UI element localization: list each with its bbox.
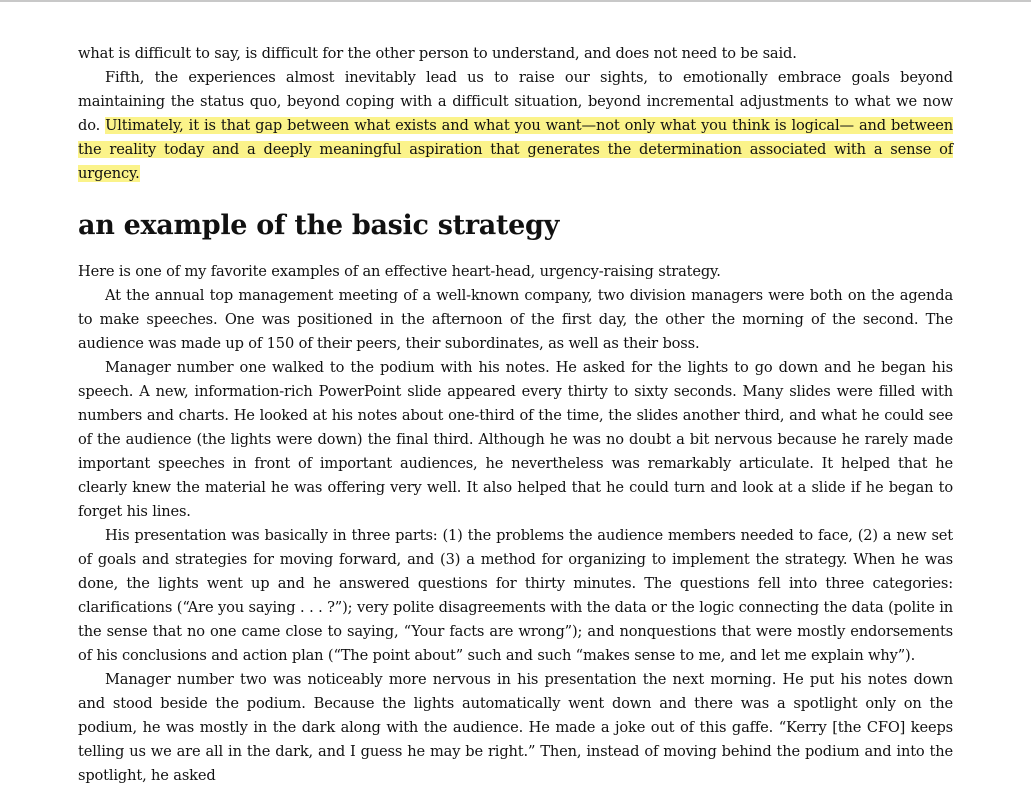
body-paragraph-5: Manager number two was noticeably more nervous in his presentation the next morning. He put his notes down and stood beside the podium. Because the lights automatically went down and there was a spotlight only on the podium, he was mostly in the dark along with the audience. He made a joke out of this gaffe. “Kerry [the CFO] keeps telling us we are all in the dark, and I guess he may be right.” Then, instead of moving behind the podium and into the spotlight, he asked	[78, 671, 953, 784]
highlighted-passage[interactable]: Ultimately, it is that gap between what exists and what you want—not only what you think is logical— and between the reality today and a deeply meaningful aspiration that generates the determination associated with a sense of urgency.	[78, 117, 953, 182]
document-page	[78, 42, 953, 788]
fifth-point-paragraph	[78, 66, 953, 186]
fifth-point-text: Fifth, the experiences almost inevitably lead us to raise our sights, to emotionally embrace goals beyond maintaining the status quo, beyond coping with a difficult situation, beyond incremental adjustments to what we now do.	[78, 69, 953, 134]
body-paragraph-4: His presentation was basically in three parts: (1) the problems the audience members needed to face, (2) a new set of goals and strategies for moving forward, and (3) a method for organizing to implement the strategy. When he was done, the lights went up and he answered questions for thirty minutes. The questions fell into three categories: clarifications (“Are you saying . . . ?”); very polite disagreements with the data or the logic connecting the data (polite in the sense that no one came close to saying, “Your facts are wrong”); and nonquestions that were mostly endorsements of his conclusions and action plan (“The point about” such and such “makes sense to me, and let me explain why”).	[78, 527, 953, 664]
body-paragraph-2: At the annual top management meeting of a well-known company, two division managers were both on the agenda to make speeches. One was positioned in the afternoon of the first day, the other the morning of the second. The audience was made up of 150 of their peers, their subordinates, as well as their boss.	[78, 287, 953, 352]
body-paragraph-1: Here is one of my favorite examples of an effective heart-head, urgency-raising strategy.	[78, 263, 721, 280]
body-paragraph-3: Manager number one walked to the podium with his notes. He asked for the lights to go down and he began his speech. A new, information-rich PowerPoint slide appeared every thirty to sixty seconds. Many slides were filled with numbers and charts. He looked at his notes about one-third of the time, the slides another third, and what he could see of the audience (the lights were down) the final third. Although he was no doubt a bit nervous because he rarely made important speeches in front of important audiences, he nevertheless was remarkably articulate. It helped that he clearly knew the material he was offering very well. It also helped that he could turn and look at a slide if he began to forget his lines.	[78, 359, 953, 520]
intro-continuation-paragraph: what is difficult to say, is difficult for the other person to understand, and does not need to be said.	[78, 45, 797, 62]
section-heading: an example of the basic strategy	[78, 210, 559, 241]
